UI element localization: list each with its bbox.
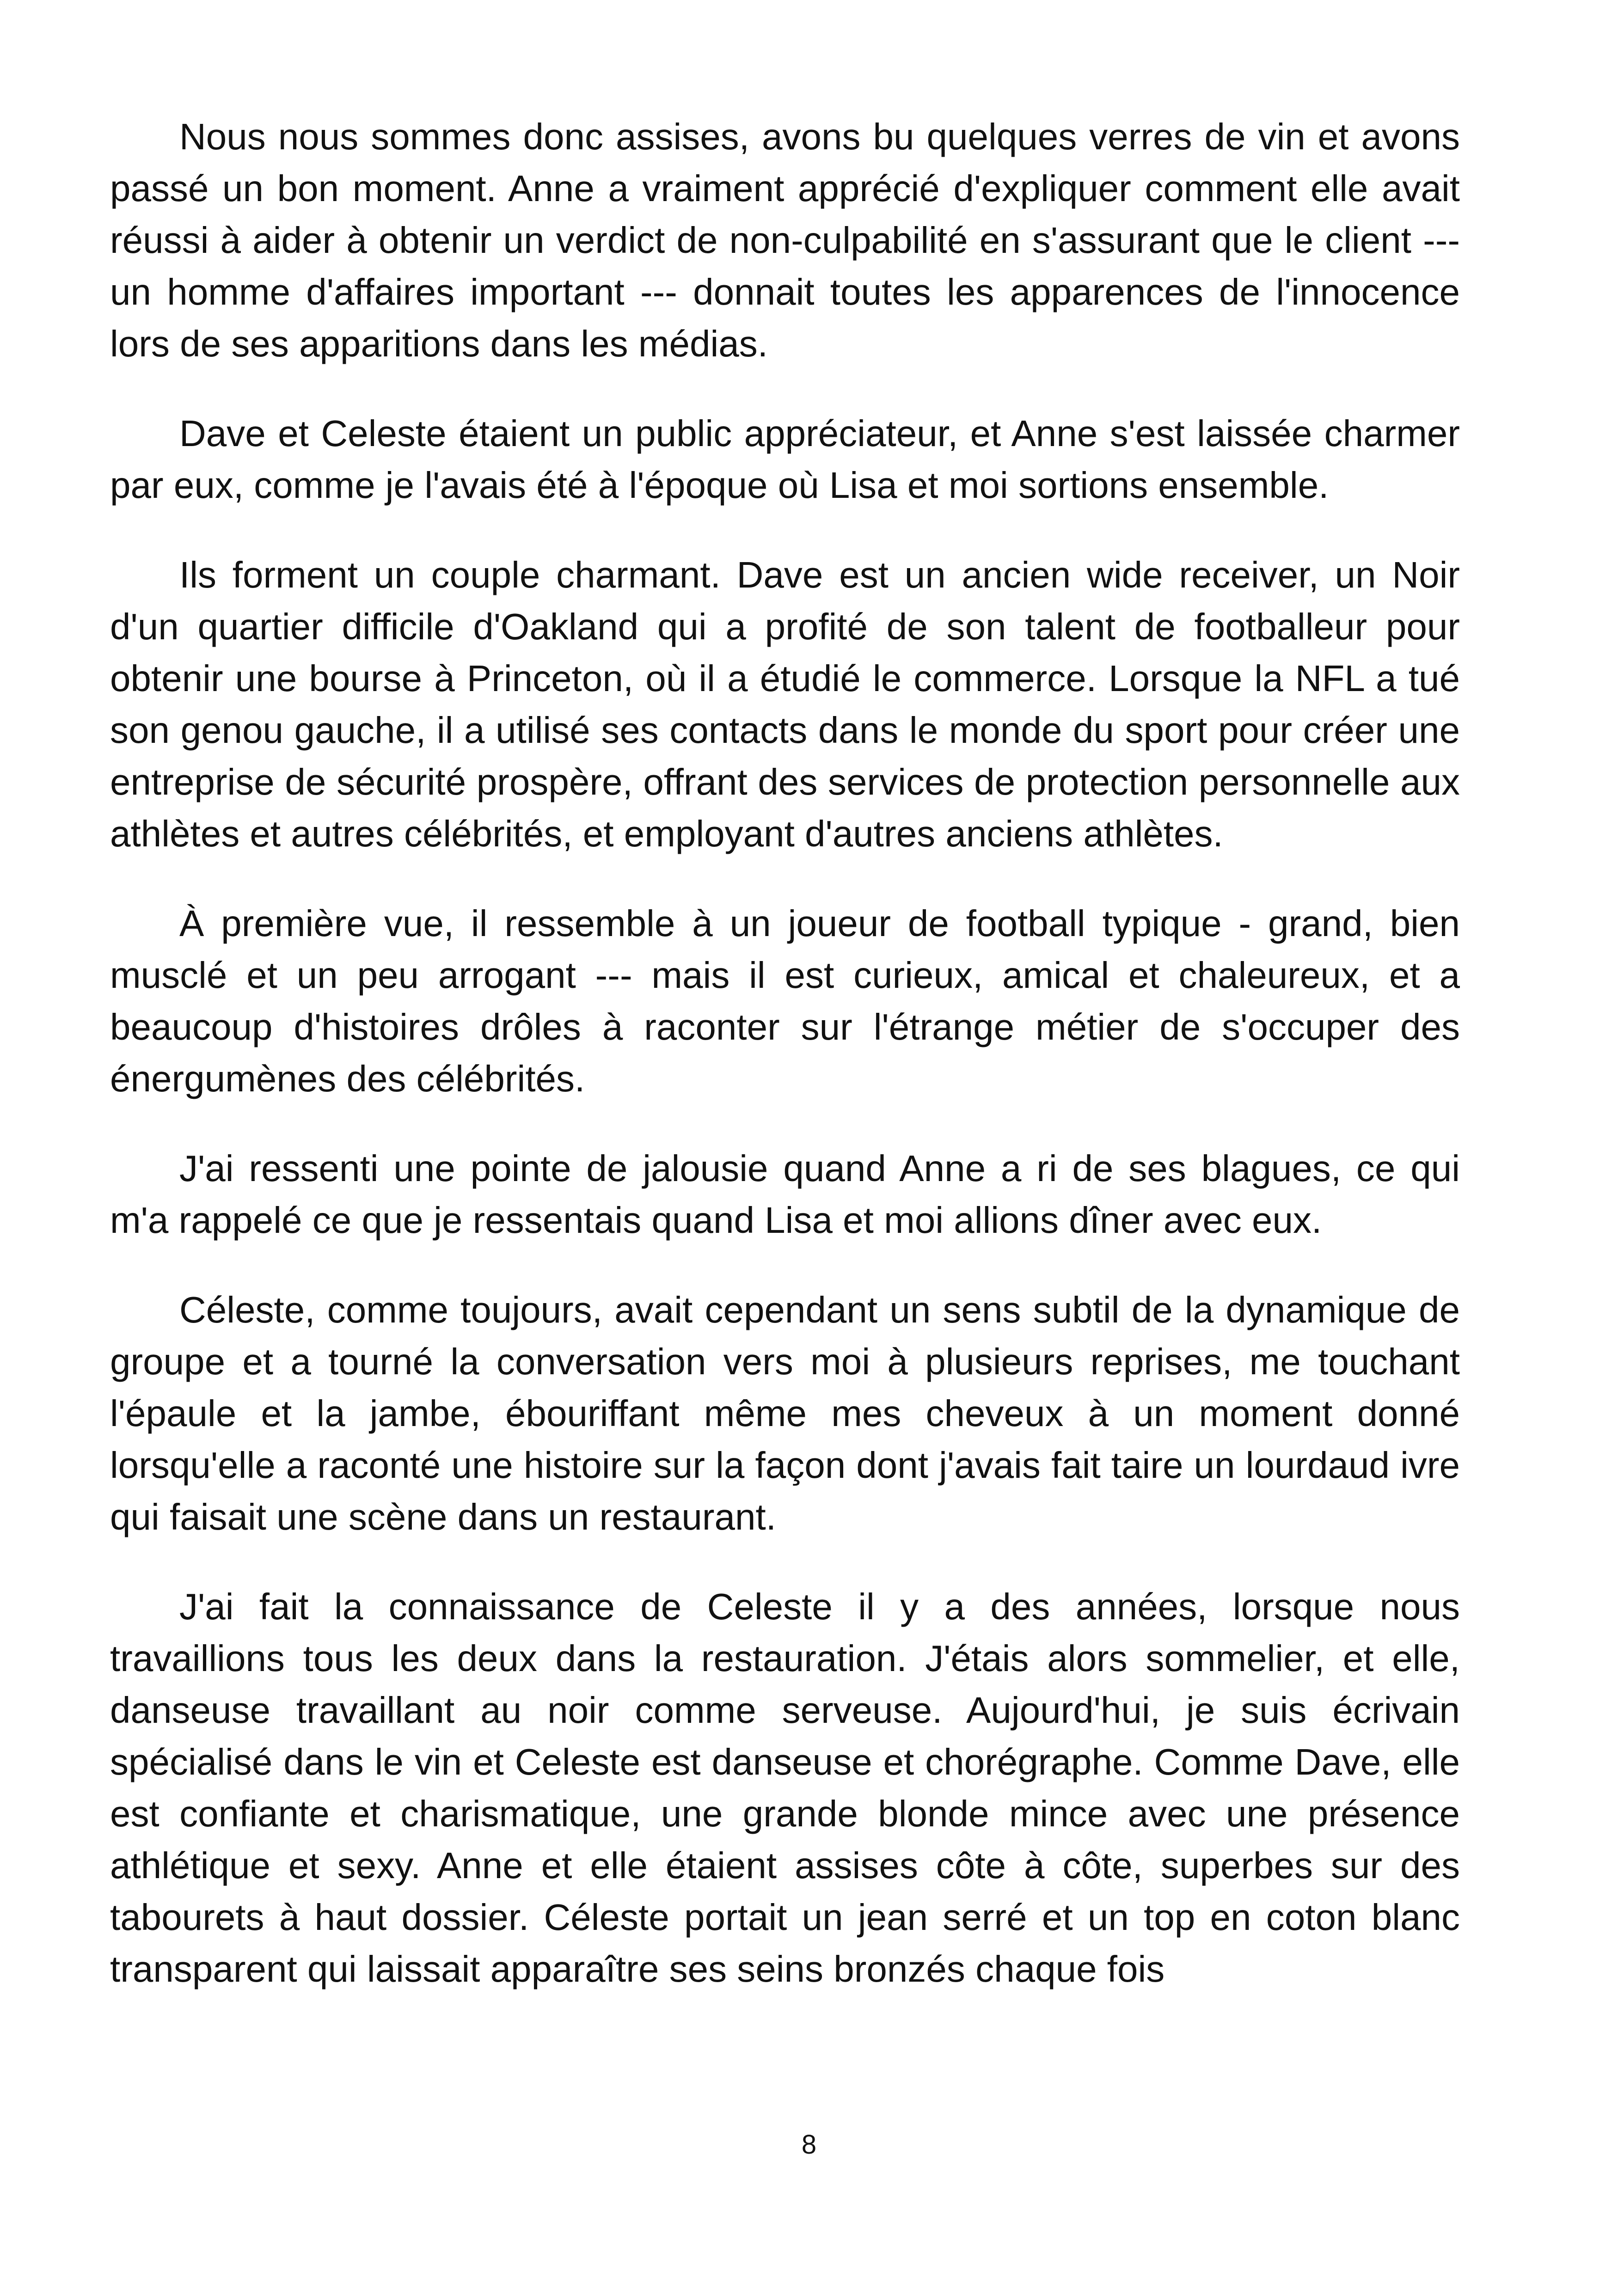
paragraph-6: Céleste, comme toujours, avait cependant un sens subtil de la dynamique de groupe et a tourné la conversation vers moi à plusieurs reprises, me touchant l'épaule et la jambe, ébouriffant même mes cheveux à un moment donné lorsqu'elle a raconté une histoire sur la façon dont j'avais fait taire un lourdaud ivre qui faisait une scène dans un restaurant.: [110, 1289, 1460, 1537]
text-body: [110, 111, 1460, 2033]
paragraph-4: À première vue, il ressemble à un joueur de football typique - grand, bien musclé et un peu arrogant --- mais il est curieux, amical et chaleureux, et a beaucoup d'histoires drôles à raconter sur l'étrange métier de s'occuper des énergumènes des célébrités.: [110, 903, 1460, 1099]
paragraph-7: J'ai fait la connaissance de Celeste il y a des années, lorsque nous travaillions tous les deux dans la restauration. J'étais alors sommelier, et elle, danseuse travaillant au noir comme serveuse. Aujourd'hui, je suis écrivain spécialisé dans le vin et Celeste est danseuse et chorégraphe. Comme Dave, elle est confiante et charismatique, une grande blonde mince avec une présence athlétique et sexy. Anne et elle étaient assises côte à côte, superbes sur des tabourets à haut dossier. Céleste portait un jean serré et un top en coton blanc transparent qui laissait apparaître ses seins bronzés chaque fois: [110, 1586, 1460, 1990]
paragraph-3: Ils forment un couple charmant. Dave est un ancien wide receiver, un Noir d'un quartier difficile d'Oakland qui a profité de son talent de footballeur pour obtenir une bourse à Princeton, où il a étudié le commerce. Lorsque la NFL a tué son genou gauche, il a utilisé ses contacts dans le monde du sport pour créer une entreprise de sécurité prospère, offrant des services de protection personnelle aux athlètes et autres célébrités, et employant d'autres anciens athlètes.: [110, 554, 1460, 854]
paragraph-5: J'ai ressenti une pointe de jalousie quand Anne a ri de ses blagues, ce qui m'a rappelé ce que je ressentais quand Lisa et moi allions dîner avec eux.: [110, 1148, 1460, 1241]
paragraph-1: Nous nous sommes donc assises, avons bu quelques verres de vin et avons passé un bon moment. Anne a vraiment apprécié d'expliquer comment elle avait réussi à aider à obtenir un verdict de non-culpabilité en s'assurant que le client --- un homme d'affaires important --- donnait toutes les apparences de l'innocence lors de ses apparitions dans les médias.: [110, 116, 1460, 364]
paragraph-2: Dave et Celeste étaient un public appréciateur, et Anne s'est laissée charmer par eux, comme je l'avais été à l'époque où Lisa et moi sortions ensemble.: [110, 413, 1460, 506]
page-number: 8: [801, 2130, 817, 2160]
